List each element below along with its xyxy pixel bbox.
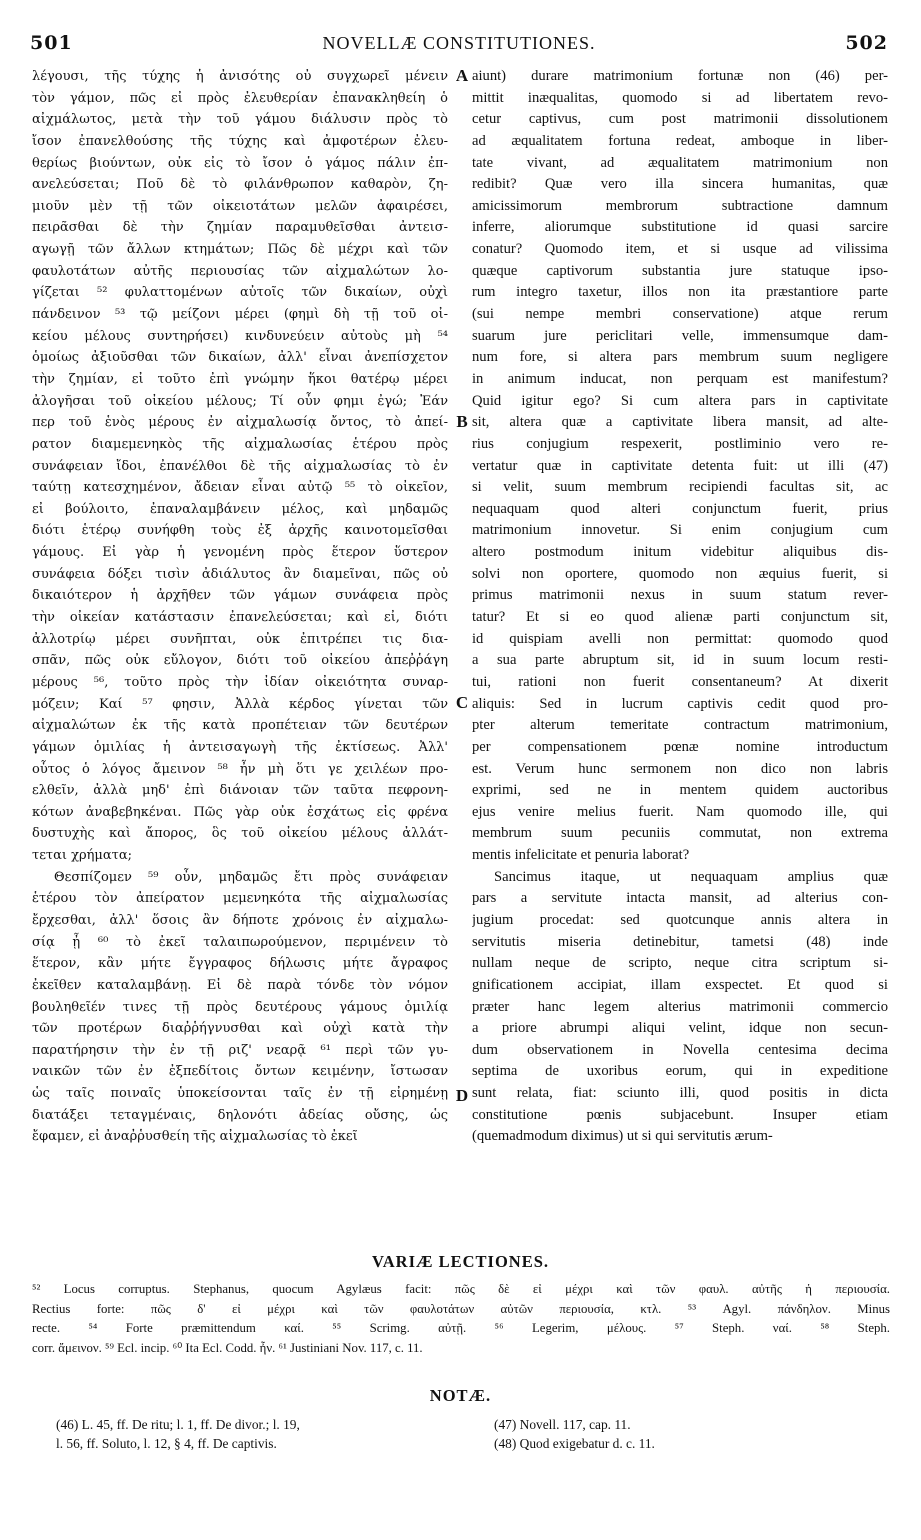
greek-text-line: ανελεύσεται; Ποῦ δὲ τὸ φιλάνθρωπον καθαρὸν, ζη- (32, 177, 448, 193)
variae-note-line: Rectius forte: πῶς δ' εἰ μέχρι καὶ τῶν φαυλοτάτων αὐτῶν περιουσία, κτλ. ⁵³ Agyl. πάνδηλον. Minus (32, 1301, 890, 1316)
latin-text-line: vertatur quæ in captivitate detenta fuit: ut illi (47) (472, 457, 888, 474)
latin-text-line: dum observationem in Novella centesima decima (472, 1041, 888, 1058)
latin-text-line: aliquis: Sed in lucrum captivis cedit quod pro- (472, 695, 888, 712)
greek-text-line: κότων ἀναβεβηκέναι. Πῶς γὰρ οὐκ ἐσχάτως εἰς φρένα (32, 804, 448, 820)
nota-line: (47) Novell. 117, cap. 11. (494, 1417, 631, 1432)
greek-text-line: γάμους. Εἰ γὰρ ἡ γενομένη πρὸς ἕτερον ὕστερον (32, 545, 448, 561)
latin-text-line: cetur captivus, cum post matrimonii dissolutionem (472, 111, 888, 128)
greek-text-line: οὗτος ὁ λόγος ἄμεινον ⁵⁸ ἦν μὴ ὅτι γε χειλέων προ- (32, 761, 448, 777)
variae-lectiones-heading: VARIÆ LECTIONES. (371, 1252, 550, 1271)
margin-letter-b: B (456, 412, 468, 431)
latin-text-line: amicissimorum membrorum subtractione damnum (472, 197, 888, 214)
greek-text-line: παρατήρησιν τὴν ἐν τῇ ριζ' νεαρᾷ ⁶¹ περὶ τῶν γυ- (32, 1042, 448, 1058)
latin-text-line: (quemadmodum diximus) ut si qui servitutis ærum- (472, 1128, 773, 1145)
greek-text-line: αἰχμάλωτος, μετὰ τὴν τοῦ γάμου διάλυσιν πρὸς τὸ (32, 112, 448, 128)
latin-text-line: a priore abrumpi aliqui velint, idque non secun- (472, 1020, 888, 1037)
running-title: NOVELLÆ CONSTITUTIONES. (322, 33, 596, 53)
greek-text-line: σίᾳ ᾖ ⁶⁰ τὸ ἐκεῖ ταλαιπωρούμενον, περιμένειν τὸ (32, 934, 448, 950)
latin-text-line: (sui nempe membri conservatione) atque rerum (472, 306, 888, 323)
greek-text-line: συνάφειαν ἴδοι, ἐπανέλθοι δὲ τῆς αἰχμαλωσίας τὸ ἐν (32, 458, 448, 474)
latin-text-line: pars a servitute intacta mansit, ad alterius con- (472, 890, 888, 907)
greek-text-line: συνάφεια δόξει τισὶν ἀδιάλυτος ἂν διαμεῖναι, πῶς οὐ (32, 566, 448, 582)
latin-text-line: ejus venire melius fuerit. Nam quomodo ille, qui (472, 803, 888, 820)
latin-text-line: rum integro taxetur, illos non ita præstantiore parte (472, 284, 888, 301)
latin-text-line: membrum suum pecuniis commutat, non extrema (472, 825, 888, 842)
greek-text-line: αἰχμαλώτων ἐκ τῆς κατὰ προπέτειαν τῶν δευτέρων (32, 718, 448, 734)
notae-right-column (494, 1415, 874, 1453)
latin-text-line: ad æqualitatem fortuna redeat, amboque in liber- (472, 132, 888, 149)
greek-text-line: γάμων ὁμιλίας ἡ ἀντεισαγωγὴ τῆς ἐκτίσεως. Ἀλλ' (32, 739, 448, 755)
nota-line: (48) Quod exigebatur d. c. 11. (494, 1436, 655, 1451)
latin-text-line: altero postmodum initum videbitur aliquibus dis- (472, 544, 888, 561)
variae-note-line: corr. ἄμεινον. ⁵⁹ Ecl. incip. ⁶⁰ Ita Ecl. Codd. ἦν. ⁶¹ Justiniani Nov. 117, c. 11. (32, 1340, 423, 1355)
latin-text-line: solvi non oportere, quomodo non æquius fuerit, si (472, 565, 888, 582)
greek-text-line: μιοῦν μὲν τῇ τῶν οἰκειοτάτων μελῶν ἀφαιρέσει, (32, 198, 448, 214)
greek-text-line: ἐκεῖθεν καταλαμβάνῃ. Εἰ δὲ παρὰ τόνδε τὸν νόμον (32, 977, 448, 993)
greek-text-line: βουληθεῖέν τινες τῇ πρὸς δευτέρους γάμους ὁμιλίᾳ (32, 999, 448, 1015)
greek-text-line: ἕτερον, κἂν μήτε ἔγγραφος δήλωσις μήτε ἄγραφος (32, 956, 448, 972)
latin-text-line: a sua parte abruptum sit, id in suum locum resti- (472, 652, 888, 669)
latin-text-line: est. Verum hunc sermonem non dico non labris (472, 760, 888, 777)
latin-text-line: mittit inæqualitas, quomodo si ad libertatem revo- (472, 89, 888, 106)
latin-text-line: exprimi, sed ne in mentem quidem auctoribus (472, 782, 888, 799)
margin-letter-c: C (455, 693, 469, 712)
latin-text-line: jugium procedat: sed quotcunque annis altera in (472, 911, 888, 928)
latin-text-line: redibit? Quæ vero illa sincera humanitas, quæ (472, 176, 888, 193)
notae-left-column (56, 1415, 456, 1453)
greek-text-line: γίζεται ⁵² φυλαττομένων αὐτοῖς τῶν δικαίων, οὐχὶ (32, 285, 448, 301)
latin-text-line: servitutis miseria detinebitur, tametsi (48) inde (472, 933, 888, 950)
greek-text-line: φαυλοτάτων αὐτῆς περιουσίας τῶν αἰχμαλώτων λο- (32, 263, 448, 279)
latin-text-line: tate vivant, ad æqualitatem matrimonium non (472, 154, 888, 171)
greek-text-line: ελθεῖν, ἀλλὰ μηδ' ἐπὶ διάνοιαν τῶν ταῦτα πεφρονη- (32, 783, 448, 799)
latin-text-line: num fore, si altera pars membrum suum negligere (472, 349, 888, 366)
greek-text-line: τὸν γάμον, πῶς εἰ πρὸς ἐλευθερίαν ἐπανακληθείη ὁ (32, 90, 448, 106)
latin-text-column (472, 66, 888, 1148)
latin-text-line: tui, rationi non fuerit consentaneum? At dixerit (472, 673, 888, 690)
latin-text-line: tatur? Et si eo quod alienæ parti conjunctum sit, (472, 609, 888, 626)
greek-text-line: τὴν οἰκείαν κατάστασιν ἐπανελεύσεται; καὶ εἰ, διότι (32, 610, 448, 626)
latin-text-line: sunt relata, fiat: sciunto illi, quod positis in dicta (472, 1085, 888, 1102)
latin-text-line: pter alterum temeritate contractum matrimonium, (472, 717, 888, 734)
greek-text-line: ἀλλοτρίῳ μέρει συνῆπται, οὐκ ἐπιτρέπει τις δια- (32, 631, 448, 647)
latin-text-line: per compensationem pœnæ nomine introductum (472, 738, 888, 755)
greek-text-column (32, 66, 448, 1148)
greek-text-line: Θεσπίζομεν ⁵⁹ οὖν, μηδαμῶς ἔτι πρὸς συνάφειαν (54, 869, 448, 885)
latin-text-line: inferre, aliorumque substitutione id quasi sarcire (472, 219, 888, 236)
greek-text-line: ρατον διαμεμενηκὸς τῆς αἰχμαλωσίας ἑτέρου πρὸς (32, 436, 448, 452)
greek-text-line: θερίως βιούντων, οὐκ εἰς τὸ ἴσον ὁ γάμος πάλιν ἐπ- (32, 155, 448, 171)
greek-text-line: λέγουσι, τῆς τύχης ἡ ἀνισότης οὐ συγχωρεῖ μένειν (32, 69, 448, 84)
latin-text-line: rius conjugium respexerit, postliminio vero re- (472, 435, 888, 452)
greek-text-line: κείου μέλους συντηρήσει) κινδυνεύειν αὐτοὺς μὴ ⁵⁴ (32, 328, 448, 344)
variae-note-line: ⁵² Locus corruptus. Stephanus, quocum Agylæus facit: πῶς δὲ εἰ μέχρι καὶ τῶν φαυλ. αὐτῆς ἡ περιουσία. (32, 1282, 890, 1296)
latin-text-line: matrimonium innovetur. Si enim conjugium cum (472, 522, 888, 539)
latin-text-line: nullam neque de scripto, neque citra scriptum si- (472, 955, 888, 972)
greek-text-line: δυστυχὴς καὶ ἄπορος, ὃς τοῦ οἰκείου μέλους ἀλλάτ- (32, 826, 448, 842)
latin-text-line: nequaquam quod alteri conjunctum fuerit, prius (472, 500, 888, 517)
greek-text-line: πάνδεινον ⁵³ τῷ μείζονι μέρει (φημὶ δὴ τῇ τοῦ οἰ- (32, 307, 448, 323)
nota-line: (46) L. 45, ff. De ritu; l. 1, ff. De divor.; l. 19, (56, 1417, 300, 1432)
greek-text-line: αγωγῇ τῶν ἄλλων κτημάτων; Πῶς δὲ μέχρι καὶ τῶν (32, 242, 448, 258)
variae-note-line: recte. ⁵⁴ Forte præmittendum καί. ⁵⁵ Scrimg. αὐτῇ. ⁵⁶ Legerim, μέλους. ⁵⁷ Steph. ναί. ⁵⁸ Steph. (32, 1321, 890, 1335)
latin-text-line: sit, altera quæ a captivitate libera mansit, ad alte- (472, 414, 888, 431)
latin-text-line: gnificationem accipiat, illam exspectet. Et quod si (472, 976, 888, 993)
latin-text-line: Quid igitur ego? Si cum altera pars in captivitate (472, 392, 888, 409)
greek-text-line: ἀλογῆσαι τοῦ οἰκείου μέλους; Τί οὖν φημι ἐγώ; Ἐάν (32, 393, 448, 409)
latin-text-line: septima de uxoribus eorum, qui in expeditione (472, 1063, 888, 1080)
greek-text-line: ἴσον ἐπανελθούσης τῆς τύχης καὶ ἀμφοτέρων ἐλευ- (32, 133, 448, 149)
nota-line: l. 56, ff. Soluto, l. 12, § 4, ff. De captivis. (56, 1436, 277, 1451)
page-header (30, 32, 888, 58)
greek-text-line: διότι ἑτέρῳ συνήφθη τοὺς ἐξ ἀρχῆς καινοτομεῖσθαι (32, 523, 448, 539)
latin-text-line: Sancimus itaque, ut nequaquam amplius quæ (494, 868, 888, 885)
variae-lectiones-text (32, 1280, 890, 1358)
greek-text-line: πειρᾶσθαι δὲ τὴν ζημίαν παραμυθεῖσθαι ἀντεισ- (32, 220, 448, 236)
greek-text-line: τεται χρήματα; (32, 848, 133, 864)
greek-text-line: ὁμοίως ἀξιοῦσθαι τῶν δικαίων, ἀλλ' εἶναι ἀνεπίσχετον (32, 350, 448, 366)
latin-text-line: conatur? Quomodo item, et si usque ad vilissima (472, 241, 888, 258)
latin-text-line: suarum jure periclitari velle, immensumque dam- (472, 327, 888, 344)
greek-text-line: μέρους ⁵⁶, τοῦτο πρὸς τὴν ἰδίαν οἰκειότητα συναρ- (32, 674, 448, 690)
greek-text-line: ἑτέρου τὸν ἀπείρατον μεμενηκότα τῆς αἰχμαλωσίας (32, 891, 448, 907)
latin-text-line: si velit, suum membrum recipiendi facultas sit, ac (472, 479, 888, 496)
greek-text-line: διατάξει τεταγμέναις, δηλονότι ἀδείας οὔσης, ὡς (32, 1107, 448, 1123)
margin-letter-d: D (455, 1086, 469, 1105)
latin-text-line: præter hanc legem alterius matrimonii commercio (472, 998, 888, 1015)
greek-text-line: τὴν ζημίαν, εἰ τοῦτο ἐπὶ γνώμην ἥκοι θατέρῳ μέρει (32, 371, 448, 387)
latin-text-line: constitutione pœnis subjacebunt. Insuper etiam (472, 1106, 888, 1123)
latin-text-line: in animum inducat, non perquam est manifestum? (472, 370, 888, 387)
latin-text-line: id quispiam avelli non permittat: quomodo quod (472, 630, 888, 647)
greek-text-line: ἔρχεσθαι, ἀλλ' ὅσοις ἂν δήποτε χρόνοις ἐν αἰχμαλω- (32, 912, 448, 928)
greek-text-line: περ τοῦ ἑνὸς μέρους ἐν αἰχμαλωσίᾳ ὄντος, τὸ ἀπεί- (32, 415, 448, 431)
greek-text-line: εἰ βούλοιτο, ἐπαναλαμβάνειν μέλος, καὶ μηδαμῶς (32, 501, 448, 517)
greek-text-line: μόζειν; Καί ⁵⁷ φησιν, Ἀλλὰ κέρδος γίνεται τῶν (32, 696, 448, 712)
greek-text-line: ναικῶν τῶν ἐν ἐξπεδίτοις ὄντων κειμένην, ἴστωσαν (32, 1064, 448, 1080)
latin-text-line: aiunt) durare matrimonium fortunæ non (46) per- (472, 68, 888, 84)
page-number-right: 502 (845, 32, 888, 54)
greek-text-line: ταύτῃ κατεσχημένον, ἄδειαν εἶναι αὐτῷ ⁵⁵ τὸ οἰκεῖον, (32, 480, 448, 496)
greek-text-line: σπᾶν, πῶς οὐκ εὔλογον, διότι τοῦ οἰκείου ἀπεῤῥάγη (32, 653, 448, 669)
latin-text-line: quæque captivorum substantia jure statuque ipso- (472, 262, 888, 279)
greek-text-line: τῶν προτέρων διαῤῥήγνυσθαι καὶ οὐχὶ κατὰ τὴν (32, 1021, 448, 1037)
page-number-left: 501 (30, 32, 73, 54)
greek-text-line: ὡς ταῖς ποιναῖς ὑποκείσονται ταῖς ἐν τῇ εἰρημένῃ (32, 1086, 448, 1102)
greek-text-line: δικαιότερον ἡ ἀρχῆθεν τῶν γάμων συνάφεια πρὸς (32, 588, 448, 604)
latin-text-line: mentis infelicitate et penuria laborat? (472, 847, 690, 864)
latin-text-line: primus matrimonii nexus in suum statum rever- (472, 587, 888, 604)
notae-heading: NOTÆ. (429, 1386, 492, 1405)
greek-text-line: ἔφαμεν, εἰ ἀναῤῥυσθείη τῆς αἰχμαλωσίας τὸ ἐκεῖ (32, 1129, 358, 1145)
margin-letter-a: A (455, 66, 469, 85)
